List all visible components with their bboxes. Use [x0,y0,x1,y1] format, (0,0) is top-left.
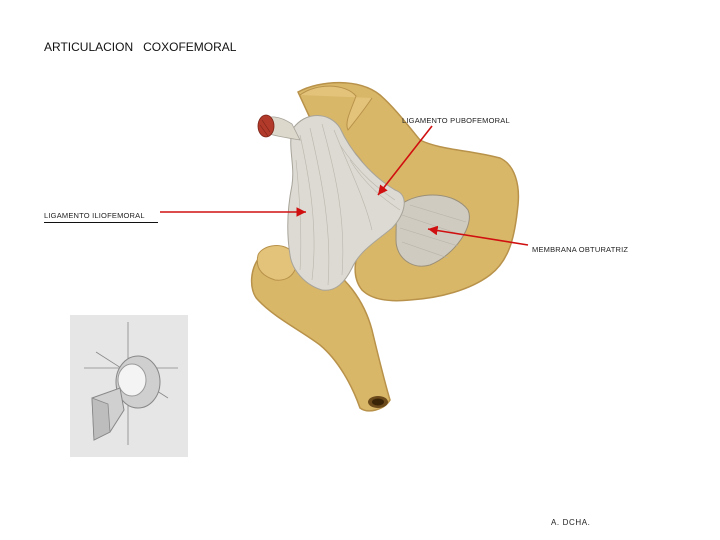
iliofemoral-underline [44,222,158,223]
page-title: ARTICULACION COXOFEMORAL [44,40,237,54]
cut-muscle [258,115,300,140]
label-ligamento-pubofemoral: LIGAMENTO PUBOFEMORAL [402,116,510,125]
side-label: A. DCHA. [551,518,591,527]
label-membrana-obturatriz: MEMBRANA OBTURATRIZ [532,245,629,254]
hip-bone-illustration [252,83,519,411]
label-ligamento-iliofemoral: LIGAMENTO ILIOFEMORAL [44,211,145,220]
ball-socket-schematic [70,315,188,457]
